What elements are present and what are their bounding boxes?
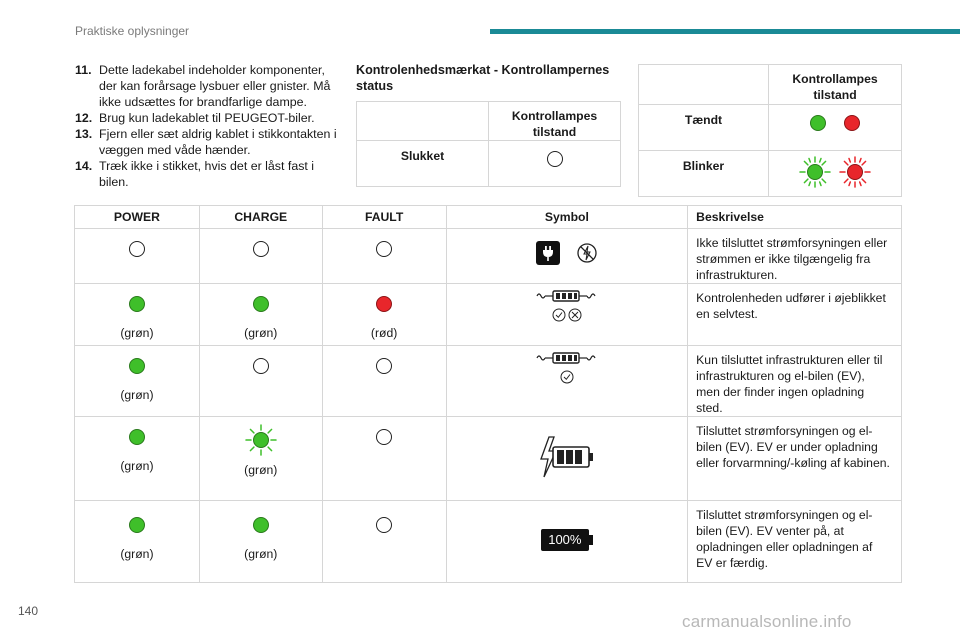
list-item [75,110,340,126]
state-label-blink: Blinker [639,151,769,197]
table-row [75,284,902,346]
led-red-icon [844,115,860,131]
header-accent-bar [490,29,960,34]
cable-selftest-icon [535,290,599,324]
charge-cell [199,417,322,501]
lamp-blink-cell [769,151,902,197]
watermark: carmanualsonline.info [682,612,852,631]
item-number: 12. [75,111,93,125]
led-color-note: (grøn) [244,326,278,340]
item-number: 11. [75,63,92,77]
led-off-icon [547,151,563,167]
led-off-icon [376,241,392,257]
charge-cell [199,284,322,346]
charge-cell [199,229,322,284]
led-color-note: (grøn) [120,459,154,473]
description-cell: Ikke tilsluttet strømforsyningen eller strømmen er ikke tilgængelig fra infrastrukturen. [688,229,902,284]
led-color-note: (grøn) [120,388,154,402]
empty-cell [639,65,769,105]
no-power-icon [576,242,598,264]
instruction-list [75,62,340,190]
fault-cell [322,284,446,346]
table-row [75,417,902,501]
table-row [75,501,902,583]
lamp-state-table-on [638,64,902,197]
led-green-blinking-icon [244,423,278,457]
led-off-icon [129,241,145,257]
page-number: 140 [18,604,39,618]
symbol-cell [446,417,688,501]
led-green-icon [129,358,145,374]
led-green-icon [129,296,145,312]
col-header-charge: CHARGE [199,206,322,229]
table-row [75,229,902,284]
item-number: 13. [75,127,93,141]
led-off-icon [253,358,269,374]
led-color-note: (grøn) [244,463,278,477]
lamp-off-cell [489,141,621,187]
list-item [75,62,340,110]
led-red-icon [376,296,392,312]
battery-charging-icon [539,435,595,479]
led-green-icon [129,429,145,445]
empty-cell [357,102,489,141]
battery-full-label: 100% [548,532,582,547]
description-cell: Tilsluttet strømforsyningen og el-bilen (EV). EV venter på, at opladningen eller opladningen af EV er færdig. [688,501,902,583]
led-color-note: (grøn) [244,547,278,561]
charge-cell [199,501,322,583]
fault-cell [322,417,446,501]
table-header-row [75,206,902,229]
charge-cell [199,346,322,417]
lamp-state-header: Kontrollampes tilstand [769,65,902,105]
fault-cell [322,346,446,417]
led-green-icon [810,115,826,131]
status-heading: Kontrolenhedsmærkat - Kontrollampernes status [356,63,610,93]
list-item [75,158,340,190]
description-cell: Kontrolenheden udfører i øjeblikket en selvtest. [688,284,902,346]
power-cell [75,501,200,583]
list-item [75,126,340,158]
battery-full-icon [541,529,593,551]
section-title: Praktiske oplysninger [75,24,190,38]
led-color-note: (grøn) [120,547,154,561]
led-off-icon [376,429,392,445]
power-cell [75,417,200,501]
table-row [75,346,902,417]
col-header-symbol: Symbol [446,206,688,229]
item-text: Dette ladekabel indeholder komponenter, der kan forårsage lysbuer eller gnister. Må ikke udsættes for brandfarlige dampe. [99,63,331,109]
state-label-off: Slukket [357,141,489,187]
led-color-note: (rød) [370,326,398,340]
cable-connected-icon [535,352,599,386]
led-off-icon [376,358,392,374]
symbol-cell [446,229,688,284]
col-header-power: POWER [75,206,200,229]
col-header-fault: FAULT [322,206,446,229]
item-text: Fjern eller sæt aldrig kablet i stikkontakten i væggen med våde hænder. [99,127,337,157]
description-cell: Tilsluttet strømforsyningen og el-bilen (EV). EV er under opladning eller forvarmning/-køling af kabinen. [688,417,902,501]
item-text: Træk ikke i stikket, hvis det er låst fast i bilen. [99,159,315,189]
status-table [74,205,902,583]
lamp-state-header: Kontrollampes tilstand [489,102,621,141]
led-green-icon [253,517,269,533]
symbol-cell [446,346,688,417]
led-off-icon [253,241,269,257]
led-green-icon [253,296,269,312]
led-green-blinking-icon [798,155,832,189]
power-cell [75,229,200,284]
item-number: 14. [75,159,93,173]
power-cell [75,346,200,417]
item-text: Brug kun ladekablet til PEUGEOT-biler. [99,111,315,125]
state-label-on: Tændt [639,105,769,151]
col-header-description: Beskrivelse [688,206,902,229]
led-color-note: (grøn) [120,326,154,340]
description-cell: Kun tilsluttet infrastrukturen eller til infrastrukturen og el-bilen (EV), men der finder ingen opladning sted. [688,346,902,417]
led-red-blinking-icon [838,155,872,189]
symbol-cell [446,501,688,583]
fault-cell [322,229,446,284]
lamp-state-table-off [356,101,621,187]
lamp-on-cell [769,105,902,151]
symbol-cell [446,284,688,346]
led-green-icon [129,517,145,533]
fault-cell [322,501,446,583]
power-cell [75,284,200,346]
led-off-icon [376,517,392,533]
power-plug-icon [536,241,560,265]
